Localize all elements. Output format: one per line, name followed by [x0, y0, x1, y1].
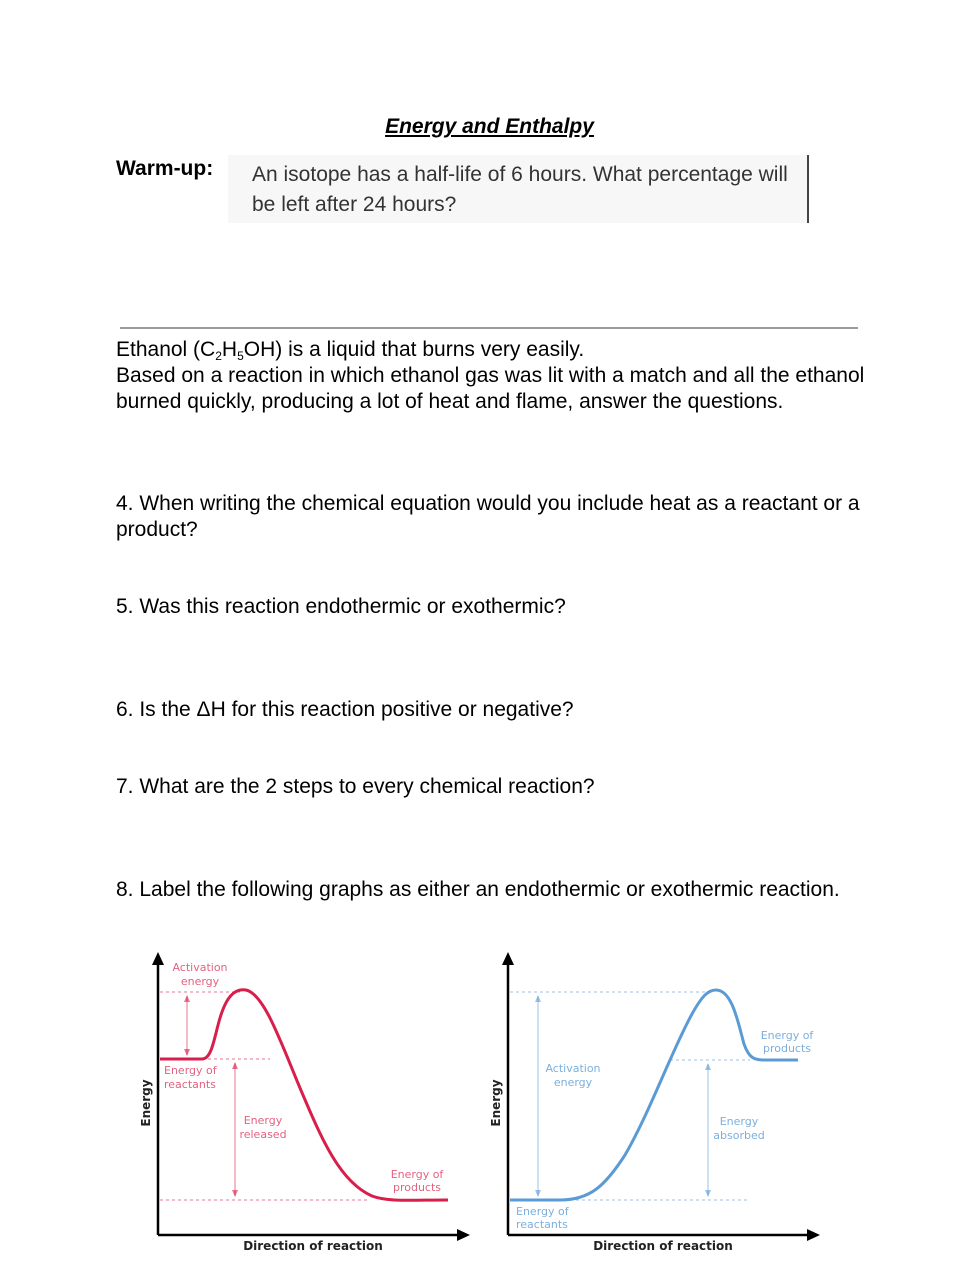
released-label-1: Energy	[243, 1114, 283, 1127]
y-axis-label: Energy	[139, 1079, 153, 1127]
products-label-1: Energy of	[390, 1168, 444, 1181]
activation-label-1: Activation	[545, 1062, 601, 1075]
x-axis-label: Direction of reaction	[593, 1239, 733, 1253]
products-label-2: products	[762, 1042, 812, 1055]
activation-label-1: Activation	[172, 961, 228, 974]
warmup-question: An isotope has a half-life of 6 hours. What percentage will be left after 24 hours?	[252, 163, 788, 216]
reaction-curve	[510, 990, 798, 1200]
activation-label-2: energy	[553, 1076, 593, 1089]
question-7: 7. What are the 2 steps to every chemical reaction?	[116, 775, 595, 798]
absorbed-label-2: absorbed	[713, 1129, 765, 1142]
graph-right	[480, 950, 825, 1255]
activation-label-2: energy	[180, 975, 220, 988]
warmup-label: Warm-up:	[116, 157, 214, 180]
graph-left	[130, 950, 475, 1255]
y-axis-label: Energy	[489, 1079, 503, 1127]
question-4: 4. When writing the chemical equation would you include heat as a reactant or a product?	[116, 492, 860, 541]
question-6: 6. Is the ΔH for this reaction positive or negative?	[116, 698, 574, 721]
intro-line1: Ethanol $(C_2H_5OH)$ is a liquid that burns very easily.	[116, 338, 585, 363]
reactants-label-1: Energy of	[164, 1064, 217, 1077]
question-5: 5. Was this reaction endothermic or exothermic?	[116, 595, 566, 618]
reactants-label-2: reactants	[516, 1218, 568, 1231]
divider	[120, 327, 858, 329]
x-axis-arrow	[807, 1229, 820, 1241]
x-axis-label: Direction of reaction	[243, 1239, 383, 1253]
y-axis-arrow	[152, 952, 164, 965]
intro-line2: Based on a reaction in which ethanol gas was lit with a match and all the ethanol burned quickly, producing a lot of heat and flame, answer the questions.	[116, 364, 865, 413]
absorbed-label-1: Energy	[719, 1115, 759, 1128]
products-label-2: products	[392, 1181, 442, 1194]
page-title: Energy and Enthalpy	[385, 115, 594, 138]
released-label-2: released	[239, 1128, 287, 1141]
reactants-label-2: reactants	[164, 1078, 216, 1091]
x-axis-arrow	[457, 1229, 470, 1241]
question-8: 8. Label the following graphs as either an endothermic or exothermic reaction.	[116, 878, 840, 901]
products-label-1: Energy of	[760, 1029, 814, 1042]
reactants-label-1: Energy of	[516, 1205, 569, 1218]
y-axis-arrow	[502, 952, 514, 965]
